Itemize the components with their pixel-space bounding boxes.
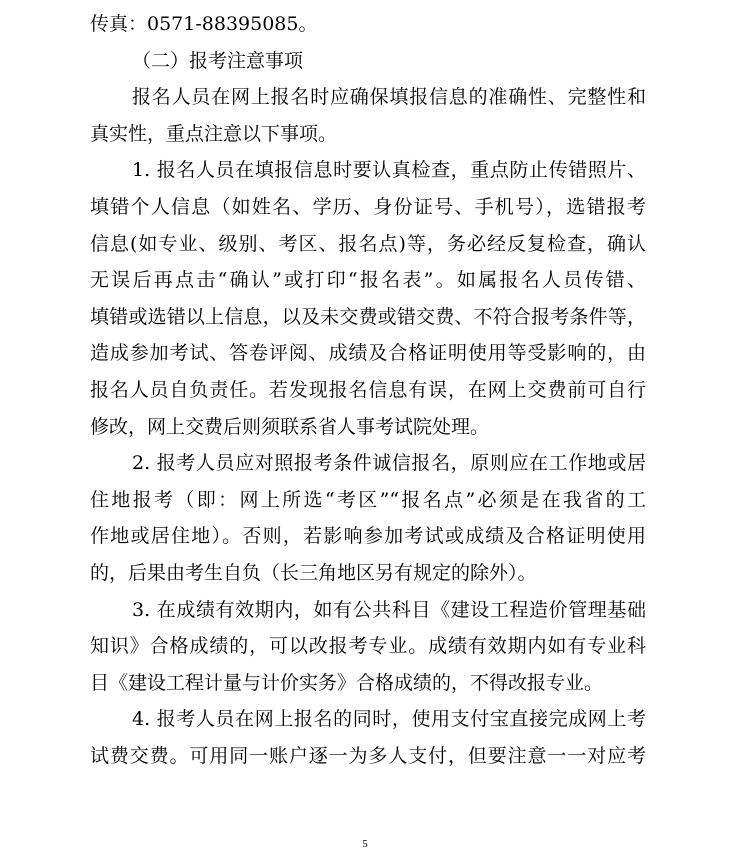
- paragraph-line: 报名人员自负责任。若发现报名信息有误，在网上交费前可自行: [90, 378, 646, 401]
- paragraph-line: 造成参加考试、答卷评阅、成绩及合格证明使用等受影响的，由: [90, 342, 646, 365]
- fax-line: 传真：0571-88395085。: [90, 13, 318, 35]
- paragraph-line: 2. 报考人员应对照报考条件诚信报名，原则应在工作地或居: [132, 452, 646, 475]
- paragraph-line: 3. 在成绩有效期内，如有公共科目《建设工程造价管理基础: [132, 598, 646, 621]
- page-number: 5: [362, 838, 368, 850]
- item-4-paragraph: [90, 701, 646, 774]
- paragraph-line: 试费交费。可用同一账户逐一为多人支付，但要注意一一对应考: [90, 744, 646, 767]
- paragraph-line: 的，后果由考生自负（长三角地区另有规定的除外）。: [90, 561, 537, 584]
- item-2-paragraph: [90, 445, 646, 591]
- paragraph-line: 报名人员在网上报名时应确保填报信息的准确性、完整性和: [132, 86, 646, 109]
- paragraph-line: 信息(如专业、级别、考区、报名点)等，务必经反复检查，确认: [90, 232, 646, 255]
- paragraph-line: 1. 报名人员在填报信息时要认真检查，重点防止传错照片、: [132, 159, 646, 182]
- paragraph-line: 作地或居住地）。否则，若影响参加考试或成绩及合格证明使用: [90, 525, 646, 548]
- paragraph-line: 目《建设工程计量与计价实务》合格成绩的，不得改报专业。: [90, 671, 604, 694]
- document-body: [90, 6, 646, 774]
- paragraph-line: 真实性，重点注意以下事项。: [90, 122, 338, 145]
- paragraph-line: 修改，网上交费后则须联系省人事考试院处理。: [90, 415, 490, 438]
- section-heading: （二）报考注意事项: [132, 49, 304, 72]
- paragraph-line: 无误后再点击“确认”或打印“报名表”。如属报名人员传错、: [90, 269, 646, 292]
- intro-paragraph: [90, 79, 646, 152]
- paragraph-line: 4. 报考人员在网上报名的同时，使用支付宝直接完成网上考: [132, 708, 646, 731]
- item-3-paragraph: [90, 592, 646, 702]
- paragraph-line: 知识》合格成绩的，可以改报考专业。成绩有效期内如有专业科: [90, 635, 646, 658]
- paragraph-line: 填错或选错以上信息，以及未交费或错交费、不符合报考条件等，: [90, 305, 646, 328]
- item-1-paragraph: [90, 152, 646, 445]
- paragraph-line: 填错个人信息（如姓名、学历、身份证号、手机号），选错报考: [90, 195, 646, 218]
- paragraph-line: 住地报考（即：网上所选“考区”“报名点”必须是在我省的工: [90, 488, 646, 511]
